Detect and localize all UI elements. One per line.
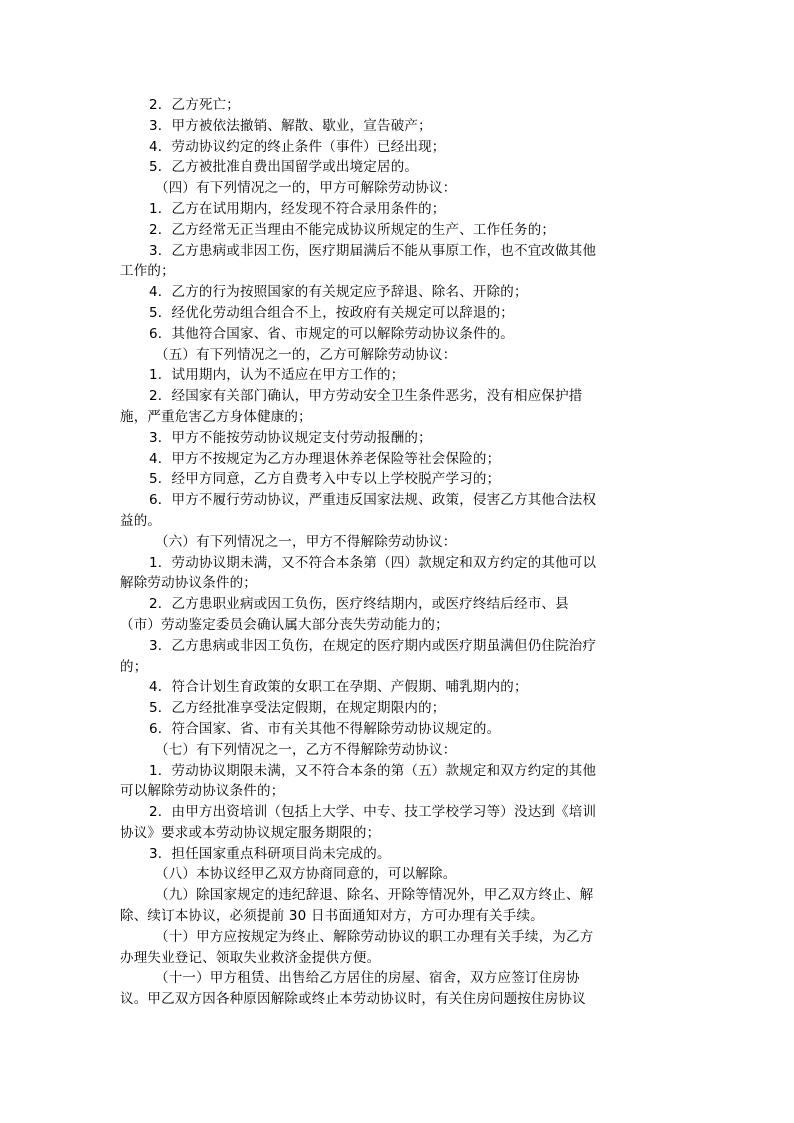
- text-line: 6．其他符合国家、省、市规定的可以解除劳动协议条件的。: [149, 325, 514, 342]
- text-line: 益的。: [120, 512, 162, 529]
- text-line: 1．试用期内，认为不适应在甲方工作的；: [149, 367, 405, 384]
- text-line: （五）有下列情况之一的，乙方可解除劳动协议：: [155, 346, 457, 363]
- text-line: （九）除国家规定的违纪辞退、除名、开除等情况外，甲乙双方终止、解: [155, 887, 594, 904]
- text-line: 4．劳动协议约定的终止条件（事件）已经出现；: [149, 138, 446, 155]
- text-line: 3．甲方不能按劳动协议规定支付劳动报酬的；: [149, 429, 432, 446]
- text-line: 可以解除劳动协议条件的；: [120, 783, 285, 800]
- text-line: 解除劳动协议条件的；: [120, 575, 257, 592]
- text-line: 协议》要求或本劳动协议规定服务期限的；: [120, 824, 381, 841]
- text-line: 1．乙方在试用期内，经发现不符合录用条件的；: [149, 200, 446, 217]
- text-line: （十）甲方应按规定为终止、解除劳动协议的职工办理有关手续，为乙方: [155, 928, 594, 945]
- text-line: 3．甲方被依法撤销、解散、歇业，宣告破产；: [149, 117, 432, 134]
- text-line: 1．劳动协议期未满，又不符合本条第（四）款规定和双方约定的其他可以: [149, 554, 597, 571]
- text-line: 5．经优化劳动组合组合不上，按政府有关规定可以辞退的；: [149, 304, 514, 321]
- text-line: 3．担任国家重点科研项目尚未完成的。: [149, 845, 391, 862]
- text-line: （市）劳动鉴定委员会确认属大部分丧失劳动能力的；: [120, 616, 449, 633]
- text-line: 4．乙方的行为按照国家的有关规定应予辞退、除名、开除的；: [149, 284, 528, 301]
- text-line: 除、续订本协议，必须提前 30 日书面通知对方，方可办理有关手续。: [120, 908, 544, 925]
- text-line: 5．乙方经批准享受法定假期，在规定期限内的；: [149, 700, 446, 717]
- text-line: 6．甲方不履行劳动协议，严重违反国家法规、政策，侵害乙方其他合法权: [149, 492, 597, 509]
- text-line: 4．甲方不按规定为乙方办理退休养老保险等社会保险的；: [149, 450, 501, 467]
- text-line: 工作的；: [120, 263, 175, 280]
- text-line: 5．经甲方同意，乙方自费考入中专以上学校脱产学习的；: [149, 471, 501, 488]
- text-line: 议。甲乙双方因各种原因解除或终止本劳动协议时，有关住房问题按住房协议: [120, 991, 586, 1008]
- text-line: 2．由甲方出资培训（包括上大学、中专、技工学校学习等）没达到《培训: [149, 804, 597, 821]
- text-line: 6．符合国家、省、市有关其他不得解除劳动协议规定的。: [149, 720, 501, 737]
- text-line: （六）有下列情况之一，甲方不得解除劳动协议：: [155, 533, 457, 550]
- text-line: （四）有下列情况之一的，甲方可解除劳动协议：: [155, 180, 457, 197]
- text-line: （七）有下列情况之一，乙方不得解除劳动协议：: [155, 741, 457, 758]
- text-line: 施，严重危害乙方身体健康的；: [120, 408, 312, 425]
- text-line: 5．乙方被批准自费出国留学或出境定居的。: [149, 159, 419, 176]
- text-line: 的；: [120, 658, 148, 675]
- text-line: 2．乙方死亡；: [149, 97, 240, 113]
- text-line: 4．符合计划生育政策的女职工在孕期、产假期、哺乳期内的；: [149, 679, 528, 696]
- text-line: 2．乙方患职业病或因工负伤，医疗终结期内，或医疗终结后经市、县: [149, 596, 569, 613]
- document-body: [120, 95, 675, 1010]
- text-line: （十一）甲方租赁、出售给乙方居住的房屋、宿舍，双方应签订住房协: [155, 970, 580, 987]
- text-line: 2．经国家有关部门确认，甲方劳动安全卫生条件恶劣，没有相应保护措: [149, 388, 583, 405]
- text-line: 3．乙方患病或非因工负伤，在规定的医疗期内或医疗期虽满但仍住院治疗: [149, 637, 597, 654]
- text-line: 3．乙方患病或非因工伤，医疗期届满后不能从事原工作，也不宜改做其他: [149, 242, 597, 259]
- text-line: 2．乙方经常无正当理由不能完成协议所规定的生产、工作任务的；: [149, 221, 556, 238]
- text-line: 1．劳动协议期限未满，又不符合本条的第（五）款规定和双方约定的其他: [149, 762, 597, 779]
- text-line: 办理失业登记、领取失业救济金提供方便。: [120, 949, 381, 966]
- text-line: （八）本协议经甲乙双方协商同意的，可以解除。: [155, 866, 457, 883]
